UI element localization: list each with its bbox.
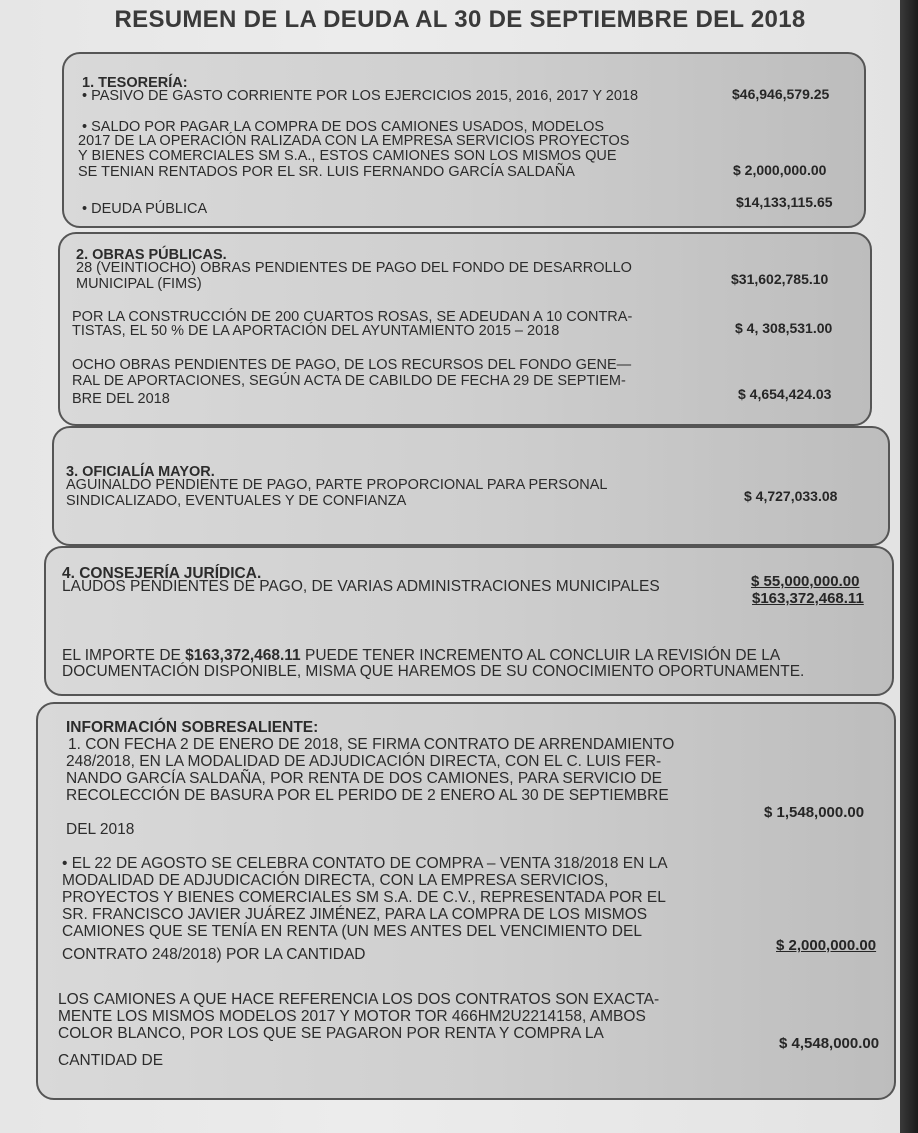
info-p1-line5: DEL 2018 (66, 821, 135, 838)
juridica-laudos: LAUDOS PENDIENTES DE PAGO, DE VARIAS ADMINISTRACIONES MUNICIPALES (62, 578, 660, 595)
juridica-note-line2: DOCUMENTACIÓN DISPONIBLE, MISMA QUE HAREMOS DE SU CONOCIMIENTO OPORTUNAMENTE. (62, 663, 805, 680)
tesoreria-gasto-corriente-amount: $46,946,579.25 (732, 86, 830, 102)
obras-fims-amount: $31,602,785.10 (731, 271, 829, 287)
info-p2-line1: • EL 22 DE AGOSTO SE CELEBRA CONTATO DE COMPRA – VENTA 318/2018 EN LA (62, 855, 668, 872)
tesoreria-item-deuda-publica: • DEUDA PÚBLICA (82, 201, 208, 217)
oficialia-amount: $ 4,727,033.08 (744, 488, 838, 504)
obras-fims-line2: MUNICIPAL (FIMS) (76, 276, 202, 292)
info-p1-line1: 1. CON FECHA 2 DE ENERO DE 2018, SE FIRMA CONTRATO DE ARRENDAMIENTO (68, 736, 675, 753)
juridica-note-amount: $163,372,468.11 (185, 647, 301, 664)
info-p2-amount: $ 2,000,000.00 (776, 937, 877, 954)
info-p1-amount: $ 1,548,000.00 (764, 804, 865, 821)
juridica-note-suffix: PUEDE TENER INCREMENTO AL CONCLUIR LA REVISIÓN DE LA (300, 647, 781, 664)
tesoreria-item-camiones-line3: Y BIENES COMERCIALES SM S.A., ESTOS CAMIONES SON LOS MISMOS QUE (78, 148, 617, 164)
tesoreria-item-camiones-line2: 2017 DE LA OPERACIÓN RALIZADA CON LA EMPRESA SERVICIOS PROYECTOS (78, 133, 630, 149)
obras-ocho-line3: BRE DEL 2018 (72, 391, 170, 407)
tesoreria-item-camiones-line4: SE TENIAN RENTADOS POR EL SR. LUIS FERNANDO GARCÍA SALDAÑA (78, 164, 575, 180)
juridica-heading: 4. CONSEJERÍA JURÍDICA. (62, 565, 262, 582)
tesoreria-deuda-publica-amount: $14,133,115.65 (736, 194, 833, 210)
tesoreria-item-camiones-line1: • SALDO POR PAGAR LA COMPRA DE DOS CAMIONES USADOS, MODELOS (82, 119, 605, 135)
obras-cuartos-line2: TISTAS, EL 50 % DE LA APORTACIÓN DEL AYUNTAMIENTO 2015 – 2018 (72, 323, 560, 339)
juridica-laudos-amount: $ 55,000,000.00 (751, 573, 860, 590)
info-p3-line3: COLOR BLANCO, POR LOS QUE SE PAGARON POR RENTA Y COMPRA LA (58, 1025, 604, 1042)
obras-cuartos-line1: POR LA CONSTRUCCIÓN DE 200 CUARTOS ROSAS, SE ADEUDAN A 10 CONTRA- (72, 309, 633, 325)
info-p1-line3: NANDO GARCÍA SALDAÑA, POR RENTA DE DOS CAMIONES, PARA SERVICIO DE (66, 770, 663, 787)
info-p1-line2: 248/2018, EN LA MODALIDAD DE ADJUDICACIÓN DIRECTA, CON EL C. LUIS FER- (66, 753, 662, 770)
oficialia-heading: 3. OFICIALÍA MAYOR. (66, 464, 215, 480)
obras-cuartos-amount: $ 4, 308,531.00 (735, 320, 833, 336)
juridica-note-prefix: EL IMPORTE DE (62, 647, 186, 664)
document-title: RESUMEN DE LA DEUDA AL 30 DE SEPTIEMBRE DEL 2018 (114, 6, 806, 33)
info-p3-line1: LOS CAMIONES A QUE HACE REFERENCIA LOS DOS CONTRATOS SON EXACTA- (58, 991, 660, 1008)
obras-heading: 2. OBRAS PÚBLICAS. (76, 247, 227, 263)
info-p3-line2: MENTE LOS MISMOS MODELOS 2017 Y MOTOR TOR 466HM2U2214158, AMBOS (58, 1008, 646, 1025)
obras-ocho-line1: OCHO OBRAS PENDIENTES DE PAGO, DE LOS RECURSOS DEL FONDO GENE— (72, 357, 632, 373)
info-p2-line4: SR. FRANCISCO JAVIER JUÁREZ JIMÉNEZ, PARA LA COMPRA DE LOS MISMOS (62, 906, 648, 923)
obras-fims-line1: 28 (VEINTIOCHO) OBRAS PENDIENTES DE PAGO DEL FONDO DE DESARROLLO (76, 260, 632, 276)
oficialia-aguinaldo-line1: AGUINALDO PENDIENTE DE PAGO, PARTE PROPORCIONAL PARA PERSONAL (66, 477, 608, 493)
info-p2-line5: CAMIONES QUE SE TENÍA EN RENTA (UN MES ANTES DEL VENCIMIENTO DEL (62, 923, 642, 940)
oficialia-aguinaldo-line2: SINDICALIZADO, EVENTUALES Y DE CONFIANZA (66, 493, 407, 509)
page-edge-shadow (900, 0, 918, 1133)
tesoreria-heading: 1. TESORERÍA: (82, 75, 188, 91)
obras-ocho-amount: $ 4,654,424.03 (738, 386, 832, 402)
info-p3-amount: $ 4,548,000.00 (779, 1035, 880, 1052)
info-p2-line3: PROYECTOS Y BIENES COMERCIALES SM S.A. DE C.V., REPRESENTADA POR EL (62, 889, 666, 906)
info-heading: INFORMACIÓN SOBRESALIENTE: (66, 719, 319, 736)
tesoreria-item-gasto-corriente: • PASIVO DE GASTO CORRIENTE POR LOS EJERCICIOS 2015, 2016, 2017 Y 2018 (82, 88, 639, 104)
obras-ocho-line2: RAL DE APORTACIONES, SEGÚN ACTA DE CABILDO DE FECHA 29 DE SEPTIEM- (72, 373, 626, 389)
tesoreria-camiones-amount: $ 2,000,000.00 (733, 162, 827, 178)
info-p3-line4: CANTIDAD DE (58, 1052, 164, 1069)
info-p2-line6: CONTRATO 248/2018) POR LA CANTIDAD (62, 946, 366, 963)
juridica-total-amount: $163,372,468.11 (752, 590, 864, 607)
info-p2-line2: MODALIDAD DE ADJUDICACIÓN DIRECTA, CON LA EMPRESA SERVICIOS, (62, 872, 609, 889)
info-p1-line4: RECOLECCIÓN DE BASURA POR EL PERIDO DE 2 ENERO AL 30 DE SEPTIEMBRE (66, 787, 669, 804)
